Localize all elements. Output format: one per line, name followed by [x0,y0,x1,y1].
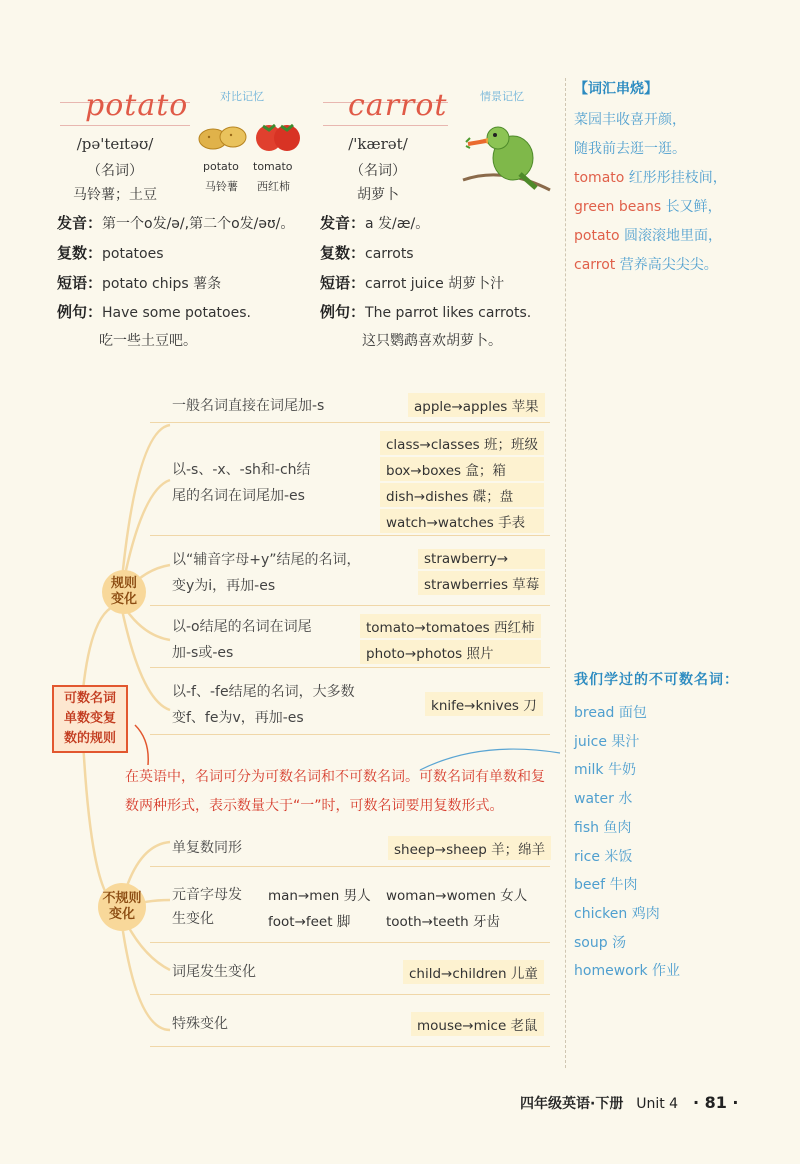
potato-img-label: potato [203,160,239,173]
potato-example-cn: 吃一些土豆吧。 [99,333,197,349]
carrot-meaning: 胡萝卜 [357,187,399,203]
uncountable-title: 我们学过的不可数名词： [574,672,739,688]
countable-note: 在英语中，名词可分为可数名词和不可数名词。可数名词有单数和复数两种形式，表示数量大于“一”时，可数名词要用复数形式。 [125,769,545,814]
example-item: child→children 儿童 [403,960,544,984]
sidebar-poem-line [574,222,796,251]
vocab-word: carrot [574,257,616,273]
carrot-tag: 情景记忆 [480,90,524,103]
potato-meaning: 马铃薯；土豆 [73,187,157,203]
rule-text: 一般名词直接在词尾加-s [172,398,325,414]
unit-label: Unit 4 [636,1096,679,1112]
carrot-pron-row [320,212,429,233]
row-divider [150,667,550,668]
poem-text: 圆滚滚地里面， [619,228,723,244]
row-divider [150,994,550,995]
example-item: mouse→mice 老鼠 [411,1012,544,1036]
root-line: 数的规则 [63,731,116,746]
examples-box [403,950,544,994]
row-divider [150,1046,550,1047]
example-item: sheep→sheep 羊；绵羊 [388,836,551,860]
root-line: 单数变复 [63,711,116,726]
row-divider [150,605,550,606]
regular-change-node [102,570,146,614]
carrot-card [318,80,563,360]
example-item: man→men 男人 [268,888,371,904]
uncountable-item: bread 面包 [574,705,647,721]
sidebar-title: 【词汇串烧】 [574,81,658,97]
row-divider [150,866,550,867]
phrase-label: 短语： [57,274,103,292]
page-footer [520,1093,739,1113]
page-number: · 81 · [692,1093,739,1112]
potato-plural-row [57,242,164,263]
example-item: strawberries 草莓 [418,571,545,595]
examples-box [380,430,544,535]
uncountable-item: juice 果汁 [574,733,640,750]
root-line: 可数名词 [63,691,116,706]
rule-row [150,612,550,667]
rule-text: 以-f、-fe结尾的名词，大多数变f、fe为v，再加-es [172,684,355,726]
uncountable-item: fish 鱼肉 [574,819,632,836]
example-item: tomato→tomatoes 西红柿 [360,614,541,638]
sidebar-poem-line [574,193,796,222]
rule-text: 单复数同形 [172,840,242,856]
sidebar-poem-line [574,135,796,164]
rule-text: 元音字母发生变化 [172,887,242,927]
vocab-word: green beans [574,199,662,215]
example-item: woman→women 女人 [386,888,528,904]
row-divider [150,734,550,735]
examples-box [360,612,541,667]
uncountable-item: soup 汤 [574,934,627,951]
plural-label: 复数： [320,244,366,262]
phrase-value: carrot juice 胡萝卜汁 [365,276,505,292]
root-node [52,685,128,753]
rule-text: 以-o结尾的名词在词尾加-s或-es [172,618,312,661]
example-item: apple→apples 苹果 [408,393,545,417]
potato-card [55,80,305,360]
root-text [54,689,126,749]
example-en: The parrot likes carrots. [365,305,532,321]
potato-pos: （名词） [87,163,143,179]
poem-text: 随我前去逛一逛。 [574,141,686,157]
carrot-example-cn: 这只鹦鹉喜欢胡萝卜。 [362,333,502,349]
rule-text: 词尾发生变化 [172,964,256,980]
potato-pron-row [57,212,294,233]
example-item: dish→dishes 碟；盘 [380,483,544,507]
mindmap [0,380,565,1060]
potato-example-row [57,301,251,322]
uncountable-item: beef 牛肉 [574,877,638,894]
rule-row [150,1002,550,1046]
potato-headword: potato [85,88,189,123]
carrot-headword: carrot [348,88,448,123]
examples-box [425,676,543,734]
sidebar-poem-line [574,251,796,280]
parrot-image [458,114,553,192]
example-item: class→classes 班；班级 [380,431,544,455]
row-divider [150,422,550,423]
pron-label: 发音： [57,214,103,232]
example-item: knife→knives 刀 [425,692,543,716]
potato-tag: 对比记忆 [220,90,264,103]
poem-text: 红彤彤挂枝间， [624,170,727,186]
sidebar-poem-line [574,164,796,193]
poem-text: 长又鲜， [661,199,722,215]
uncountable-item: water 水 [574,791,633,808]
carrot-phonetic: /'kærət/ [348,135,408,153]
irregular-change-node [98,883,146,931]
plural-value: carrots [365,246,414,262]
potato-phrase-row [57,272,221,293]
book-title: 四年级英语·下册 [520,1096,624,1112]
pron-value: a 发/æ/。 [365,216,430,232]
carrot-phrase-row [320,272,504,293]
rule-row [150,676,550,734]
uncountable-list [574,699,754,986]
tomato-image [253,112,303,156]
tomato-img-cn: 西红柿 [257,180,290,193]
example-label: 例句： [57,303,103,321]
rule-row [150,872,550,942]
vocab-word: tomato [574,170,625,186]
regular-change-label: 规则变化 [110,576,137,607]
example-item: box→boxes 盒；箱 [380,457,544,481]
carrot-plural-row [320,242,414,263]
example-en: Have some potatoes. [102,305,251,321]
potato-phonetic: /pə'teɪtəʊ/ [76,135,154,153]
example-item: strawberry→ [418,549,545,569]
pron-value: 第一个o发/ə/,第二个o发/əʊ/。 [102,216,295,232]
vocab-sidebar [574,78,796,280]
plural-value: potatoes [102,246,164,262]
example-item: tooth→teeth 牙齿 [386,914,501,930]
carrot-pos: （名词） [350,163,406,179]
examples-box [268,872,546,942]
rule-text: 特殊变化 [172,1016,228,1032]
row-divider [150,942,550,943]
rule-text: 以-s、-x、-sh和-ch结尾的名词在词尾加-es [172,461,311,504]
examples-box [388,830,551,866]
example-item: foot→feet 脚 [268,914,351,930]
rule-row [150,430,550,535]
sidebar-poem [574,106,796,280]
examples-box [411,1002,544,1046]
example-item: photo→photos 照片 [360,640,541,664]
row-divider [150,535,550,536]
rule-row [150,830,550,866]
examples-box [408,390,545,422]
rule-row [150,540,550,605]
uncountable-section [574,667,754,986]
sidebar-divider [565,78,566,1068]
rule-row [150,950,550,994]
example-item: watch→watches 手表 [380,509,544,533]
phrase-label: 短语： [320,274,366,292]
phrase-value: potato chips 薯条 [102,276,222,292]
rule-text: 以“辅音字母+y”结尾的名词，变y为i，再加-es [172,551,361,594]
rule-row [150,390,550,422]
poem-text: 营养高尖尖尖。 [615,257,718,273]
tomato-img-label: tomato [253,160,293,173]
example-label: 例句： [320,303,366,321]
irregular-change-label: 不规则变化 [102,891,142,922]
potato-img-cn: 马铃薯 [205,180,238,193]
uncountable-item: chicken 鸡肉 [574,905,660,922]
potato-image [195,115,250,155]
sidebar-poem-line [574,106,796,135]
uncountable-item: homework 作业 [574,963,681,980]
poem-text: 菜园丰收喜开颜， [574,112,686,128]
plural-label: 复数： [57,244,103,262]
carrot-example-row [320,301,531,322]
examples-box [418,540,545,605]
uncountable-item: rice 米饭 [574,848,633,865]
pron-label: 发音： [320,214,366,232]
vocab-word: potato [574,228,620,244]
uncountable-item: milk 牛奶 [574,762,636,779]
